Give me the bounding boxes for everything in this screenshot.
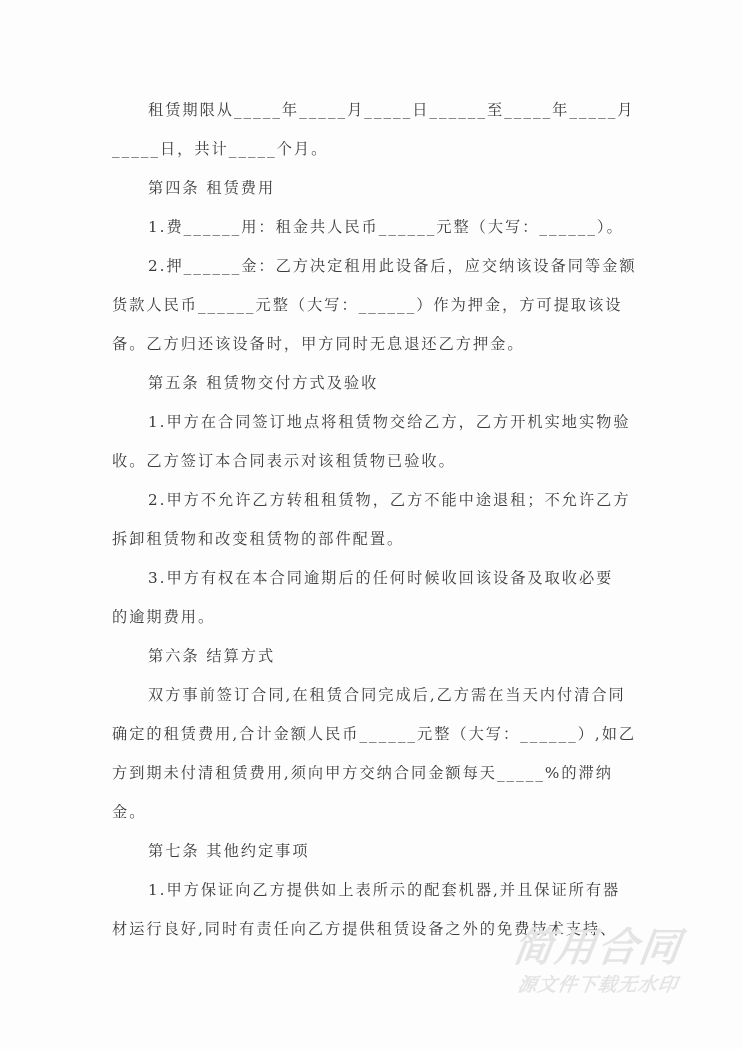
- text-line: 双方事前签订合同,在租赁合同完成后,乙方需在当天内付清合同: [148, 686, 626, 704]
- text-line: 2.押______金：乙方决定租用此设备后，应交纳该设备同等金额: [148, 257, 637, 275]
- text-line: 金。: [112, 803, 147, 821]
- text-line: 租赁期限从_____年_____月_____日______至_____年_____月: [148, 101, 635, 119]
- text-line: 货款人民币______元整（大写：______）作为押金，方可提取该设: [112, 296, 623, 314]
- text-line: 3.甲方有权在本合同逾期后的任何时候收回该设备及取收必要: [148, 569, 614, 587]
- text-line: 拆卸租赁物和改变租赁物的部件配置。: [112, 530, 405, 548]
- text-line: 方到期未付清租赁费用,须向甲方交纳合同金额每天_____%的滞纳: [112, 764, 613, 782]
- section-heading: 第七条 其他约定事项: [148, 842, 310, 860]
- text-line: 2.甲方不允许乙方转租租赁物，乙方不能中途退租；不允许乙方: [148, 491, 631, 509]
- text-line: 1.费______用：租金共人民币______元整（大写：______）。: [148, 218, 624, 236]
- watermark-logo: 简用合同: [510, 925, 685, 971]
- text-line: _____日，共计_____个月。: [112, 140, 329, 158]
- text-line: 1.甲方在合同签订地点将租赁物交给乙方，乙方开机实地实物验: [148, 413, 631, 431]
- text-line: 收。乙方签订本合同表示对该租赁物已验收。: [112, 452, 456, 470]
- text-line: 确定的租赁费用,合计金额人民币______元整（大写：______）,如乙: [112, 725, 637, 743]
- section-heading: 第四条 租赁费用: [148, 179, 276, 197]
- text-line: 的逾期费用。: [112, 608, 216, 626]
- text-line: 1.甲方保证向乙方提供如上表所示的配套机器,并且保证所有器: [148, 881, 621, 899]
- section-heading: 第五条 租赁物交付方式及验收: [148, 374, 379, 392]
- text-line: 材运行良好,同时有责任向乙方提供租赁设备之外的免费技术支持、: [112, 920, 618, 938]
- section-heading: 第六条 结算方式: [148, 647, 276, 665]
- text-line: 备。乙方归还该设备时，甲方同时无息退还乙方押金。: [112, 335, 525, 353]
- watermark-caption: 源文件下载无水印: [516, 974, 680, 996]
